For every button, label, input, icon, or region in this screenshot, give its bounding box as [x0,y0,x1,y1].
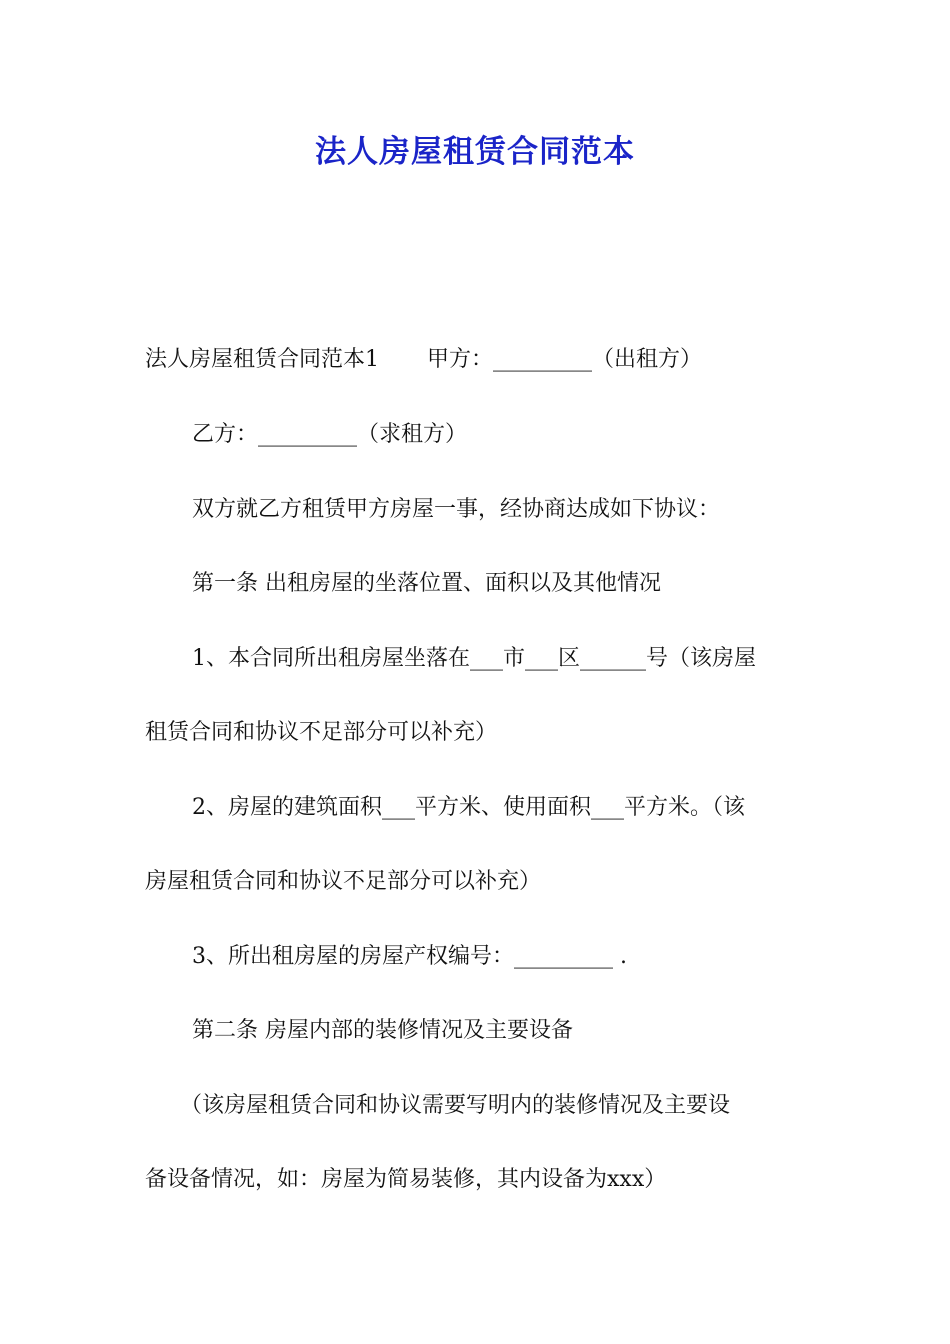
clause-2-line-1: 2、房屋的建筑面积___平方米、使用面积___平方米。（该 [192,795,745,820]
party-b-line: 乙方：_________（求租方） [192,422,468,447]
party-a-text: 甲方：_________（出租方） [427,347,703,372]
agreement-intro-line: 双方就乙方租赁甲方房屋一事，经协商达成如下协议： [192,497,721,522]
clause-3-line: 3、所出租房屋的房屋产权编号：_________ . [192,944,627,969]
clause-2-line-2: 房屋租赁合同和协议不足部分可以补充） [145,869,542,894]
article-two-note-line-1: （该房屋租赁合同和协议需要写明内的装修情况及主要设 [180,1093,731,1118]
clause-1-line-2: 租赁合同和协议不足部分可以补充） [145,720,498,745]
clause-1-line-1: 1、本合同所出租房屋坐落在___市___区______号（该房屋 [192,646,756,671]
paragraph-line-1 [145,340,815,380]
document-title: 法人房屋租赁合同范本 [315,134,635,170]
article-one-heading: 第一条 出租房屋的坐落位置、面积以及其他情况 [192,571,661,596]
article-two-note-line-2: 备设备情况，如：房屋为简易装修，其内设备为xxx） [145,1167,667,1192]
heading-text: 法人房屋租赁合同范本1 [145,347,379,372]
article-two-heading: 第二条 房屋内部的装修情况及主要设备 [192,1018,573,1043]
